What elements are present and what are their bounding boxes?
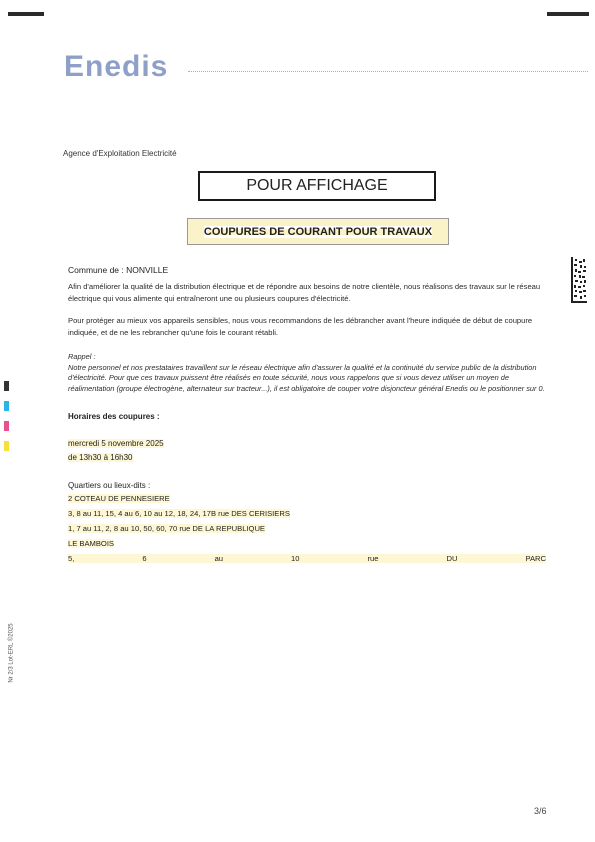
intro-paragraph: Afin d'améliorer la qualité de la distribution électrique et de répondre aux besoins de notre clientèle, nous réalisons des travaux sur le réseau électrique qui vous alimente qui entraîneront une ou plusieurs coupures d'électricité. (68, 282, 541, 303)
coupure-date (68, 439, 164, 448)
calibration-mark-black (4, 381, 9, 391)
rappel-title: Rappel : (68, 352, 96, 361)
parc-word: 10 (291, 554, 300, 563)
scan-mark-left (8, 12, 44, 16)
parc-street-line (68, 554, 546, 563)
coupures-title (187, 218, 449, 245)
street-line (68, 524, 265, 533)
scan-mark-right (547, 12, 589, 16)
coupures-title-text: COUPURES DE COURANT POUR TRAVAUX (203, 225, 433, 238)
commune-line: Commune de : NONVILLE (68, 265, 169, 275)
parc-word: DU (446, 554, 458, 563)
page-number: 3/6 (534, 806, 547, 816)
street-line (68, 539, 114, 548)
quartiers-title: Quartiers ou lieux-dits : (68, 481, 151, 490)
horaires-title: Horaires des coupures : (68, 412, 160, 421)
pour-affichage-title (198, 171, 436, 201)
street-text: LE BAMBOIS (68, 539, 115, 548)
pour-affichage-text: POUR AFFICHAGE (246, 177, 388, 194)
parc-word: 6 (142, 554, 147, 563)
protection-paragraph: Pour protéger au mieux vos appareils sensibles, nous vous recommandons de les débrancher avant l'heure indiquée de début de coupure indiquée, et de ne les rebrancher qu'une fois le courant rétabli. (68, 316, 533, 337)
street-text: 2 COTEAU DE PENNESIERE (68, 494, 170, 503)
street-line (68, 509, 290, 518)
calibration-mark-magenta (4, 421, 9, 431)
coupure-time-text: de 13h30 à 16h30 (68, 453, 133, 462)
datamatrix-code (571, 257, 587, 303)
parc-word: PARC (525, 554, 546, 563)
enedis-logo: Enedis (64, 50, 169, 83)
calibration-mark-yellow (4, 441, 9, 451)
rappel-block (68, 352, 546, 394)
coupure-time (68, 453, 133, 462)
parc-word: au (214, 554, 224, 563)
parc-word: 5, (68, 554, 75, 563)
side-print-text: Nr 2/3 Lot-ERL ©2025 (8, 623, 15, 683)
street-text: 1, 7 au 11, 2, 8 au 10, 50, 60, 70 rue DE LA REPUBLIQUE (68, 524, 265, 533)
calibration-mark-cyan (4, 401, 9, 411)
parc-word: rue (367, 554, 379, 563)
agency-label: Agence d'Exploitation Electricité (63, 149, 177, 158)
street-text: 3, 8 au 11, 15, 4 au 6, 10 au 12, 18, 24, 17B rue DES CERISIERS (68, 509, 290, 518)
logo-divider (188, 71, 588, 72)
street-line (68, 494, 170, 503)
rappel-text: Notre personnel et nos prestataires travaillent sur le réseau électrique afin d'assurer la qualité et la continuité du service public de la distribution d'électricité. Pour que ces travaux puissent être réalisés en toute sécurité, nous vous rappelons que si vous devez utiliser un moyen de réalimentation (groupe électrogène, alternateur sur tracteur...), il est obligatoire de couper votre disjoncteur général Enedis ou le positionner sur 0. (68, 362, 545, 393)
coupure-date-text: mercredi 5 novembre 2025 (68, 439, 164, 448)
